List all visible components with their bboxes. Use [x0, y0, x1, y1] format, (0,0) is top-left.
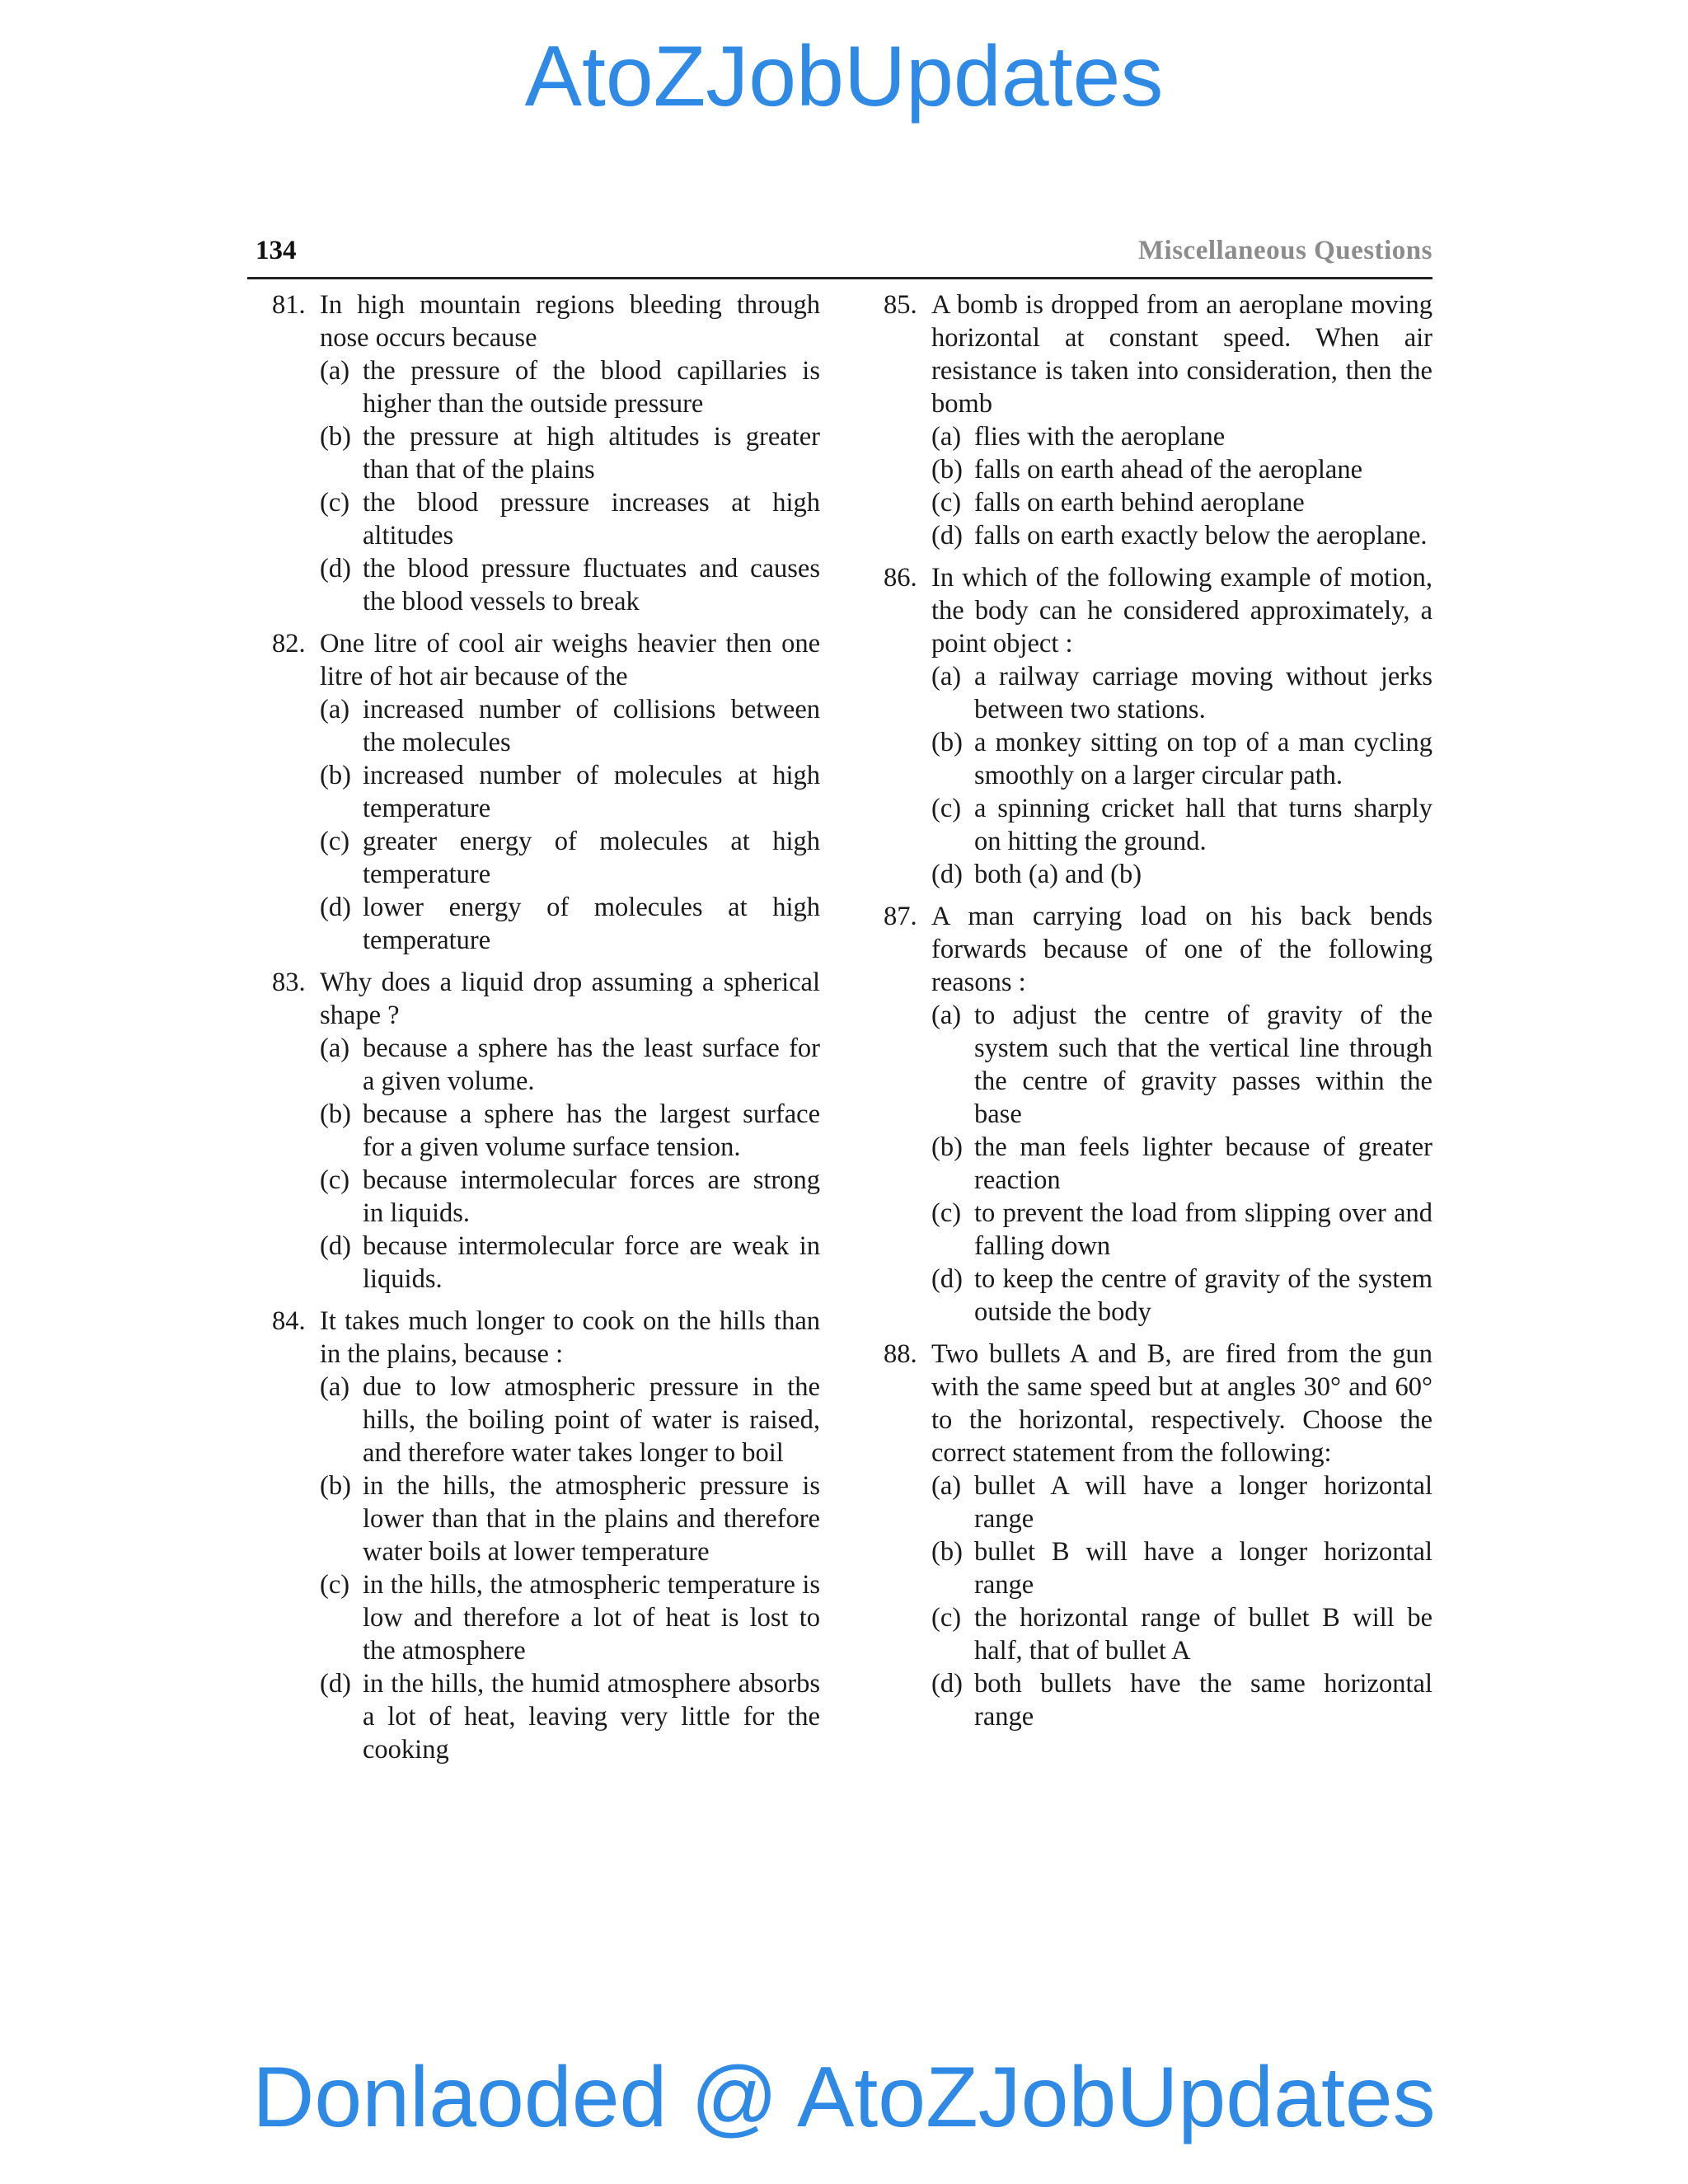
- answer-option: [320, 693, 820, 759]
- option-text: a railway carriage moving without jerks between two stations.: [974, 662, 1432, 724]
- option-label: (c): [320, 827, 350, 856]
- question-text: It takes much longer to cook on the hills than in the plains, because :: [320, 1306, 820, 1369]
- answer-option: [931, 519, 1432, 552]
- option-label: (b): [931, 1537, 963, 1567]
- option-text: increased number of molecules at high temperature: [363, 761, 820, 823]
- question-item: [272, 1305, 820, 1766]
- answer-option: [320, 552, 820, 618]
- option-label: (b): [931, 1132, 963, 1162]
- option-label: (b): [931, 455, 963, 485]
- option-text: the pressure of the blood capillaries is higher than the outside pressure: [363, 356, 820, 419]
- right-column: [884, 288, 1432, 1742]
- option-label: (d): [931, 860, 963, 889]
- option-label: (d): [320, 1669, 351, 1699]
- answer-option: [931, 1601, 1432, 1667]
- option-label: (b): [320, 761, 351, 790]
- question-item: [272, 966, 820, 1296]
- option-text: greater energy of molecules at high temperature: [363, 827, 820, 889]
- option-text: increased number of collisions between the molecules: [363, 695, 820, 757]
- answer-option: [320, 891, 820, 957]
- question-text: In which of the following example of motion, the body can he considered approximately, a point object :: [931, 563, 1432, 658]
- answer-option: [931, 1667, 1432, 1733]
- question-text: Two bullets A and B, are fired from the gun with the same speed but at angles 30° and 60° to the horizontal, respectively. Choose the correct statement from the following:: [931, 1339, 1432, 1468]
- option-text: lower energy of molecules at high temperature: [363, 893, 820, 955]
- watermark-top: AtoZJobUpdates: [524, 29, 1164, 124]
- answer-option: [320, 759, 820, 825]
- option-label: (d): [931, 1669, 963, 1699]
- option-label: (b): [931, 728, 963, 757]
- question-number: 87.: [884, 902, 917, 931]
- answer-option: [931, 1131, 1432, 1197]
- option-text: in the hills, the atmospheric temperature is low and therefore a lot of heat is lost to the atmosphere: [363, 1570, 820, 1666]
- answer-option: [320, 486, 820, 552]
- answer-option: [931, 726, 1432, 792]
- question-text: A man carrying load on his back bends forwards because of one of the following reasons :: [931, 902, 1432, 997]
- option-label: (a): [931, 662, 962, 691]
- option-text: the blood pressure increases at high altitudes: [363, 488, 820, 551]
- option-text: because a sphere has the largest surface for a given volume surface tension.: [363, 1099, 820, 1162]
- option-text: falls on earth ahead of the aeroplane: [974, 455, 1363, 485]
- option-label: (c): [320, 488, 350, 518]
- left-column: [272, 288, 820, 1775]
- answer-option: [931, 1263, 1432, 1329]
- option-text: a monkey sitting on top of a man cycling smoothly on a larger circular path.: [974, 728, 1432, 790]
- answer-option: [931, 792, 1432, 858]
- option-label: (c): [931, 794, 962, 823]
- option-label: (c): [320, 1570, 350, 1600]
- running-title: Miscellaneous Questions: [1137, 236, 1432, 265]
- question-number: 82.: [272, 629, 306, 658]
- question-item: [884, 1338, 1432, 1733]
- option-label: (d): [320, 893, 351, 922]
- question-number: 85.: [884, 290, 917, 320]
- page-header: [251, 233, 1432, 268]
- option-label: (a): [931, 1471, 962, 1501]
- answer-option: [320, 1032, 820, 1098]
- question-number: 84.: [272, 1306, 306, 1336]
- header-rule: [247, 277, 1432, 279]
- question-number: 88.: [884, 1339, 917, 1369]
- option-label: (d): [931, 521, 963, 551]
- answer-option: [931, 999, 1432, 1131]
- option-text: both (a) and (b): [974, 860, 1142, 889]
- option-text: bullet A will have a longer horizontal range: [974, 1471, 1432, 1534]
- option-label: (a): [320, 356, 350, 386]
- question-number: 81.: [272, 290, 306, 320]
- question-item: [272, 288, 820, 618]
- answer-option: [320, 1667, 820, 1766]
- option-label: (a): [320, 695, 350, 724]
- question-item: [884, 561, 1432, 891]
- option-label: (a): [320, 1033, 350, 1063]
- question-text: A bomb is dropped from an aeroplane moving horizontal at constant speed. When air resistance is taken into consideration, then the bomb: [931, 290, 1432, 419]
- answer-option: [320, 825, 820, 891]
- option-text: falls on earth exactly below the aeroplane.: [974, 521, 1428, 551]
- option-text: the man feels lighter because of greater reaction: [974, 1132, 1432, 1195]
- option-text: because a sphere has the least surface for a given volume.: [363, 1033, 820, 1096]
- option-label: (c): [931, 1603, 962, 1633]
- option-text: to adjust the centre of gravity of the system such that the vertical line through the centre of gravity passes within the base: [974, 1001, 1432, 1129]
- answer-option: [320, 1098, 820, 1164]
- answer-option: [931, 453, 1432, 486]
- question-item: [884, 900, 1432, 1329]
- question-number: 83.: [272, 968, 306, 997]
- option-label: (b): [320, 1099, 351, 1129]
- option-text: falls on earth behind aeroplane: [974, 488, 1305, 518]
- option-text: flies with the aeroplane: [974, 422, 1226, 452]
- answer-option: [320, 1568, 820, 1667]
- question-text: One litre of cool air weighs heavier then one litre of hot air because of the: [320, 629, 820, 691]
- answer-option: [931, 1535, 1432, 1601]
- option-text: the blood pressure fluctuates and causes the blood vessels to break: [363, 554, 820, 616]
- watermark-bottom: Donlaoded @ AtoZJobUpdates: [252, 2050, 1436, 2145]
- option-label: (d): [320, 554, 351, 583]
- option-text: the horizontal range of bullet B will be half, that of bullet A: [974, 1603, 1432, 1666]
- answer-option: [931, 1197, 1432, 1263]
- answer-option: [931, 420, 1432, 453]
- question-item: [884, 288, 1432, 552]
- option-text: because intermolecular force are weak in liquids.: [363, 1231, 820, 1294]
- page-number: 134: [256, 236, 297, 265]
- option-label: (b): [320, 1471, 351, 1501]
- question-number: 86.: [884, 563, 917, 593]
- option-label: (b): [320, 422, 351, 452]
- option-text: to keep the centre of gravity of the system outside the body: [974, 1264, 1432, 1327]
- answer-option: [320, 1469, 820, 1568]
- answer-option: [931, 486, 1432, 519]
- option-label: (d): [931, 1264, 963, 1294]
- option-label: (d): [320, 1231, 351, 1261]
- option-text: the pressure at high altitudes is greater than that of the plains: [363, 422, 820, 485]
- answer-option: [320, 1371, 820, 1469]
- option-label: (a): [320, 1372, 350, 1402]
- option-text: in the hills, the humid atmosphere absorbs a lot of heat, leaving very little for the cooking: [363, 1669, 820, 1765]
- option-text: a spinning cricket hall that turns sharply on hitting the ground.: [974, 794, 1432, 856]
- answer-option: [931, 660, 1432, 726]
- answer-option: [320, 1230, 820, 1296]
- option-text: both bullets have the same horizontal range: [974, 1669, 1432, 1732]
- option-label: (c): [931, 488, 962, 518]
- option-label: (c): [931, 1198, 962, 1228]
- question-text: Why does a liquid drop assuming a spherical shape ?: [320, 968, 820, 1030]
- option-text: because intermolecular forces are strong in liquids.: [363, 1165, 820, 1228]
- question-text: In high mountain regions bleeding through nose occurs because: [320, 290, 820, 353]
- answer-option: [931, 858, 1432, 891]
- option-text: to prevent the load from slipping over and falling down: [974, 1198, 1432, 1261]
- option-text: bullet B will have a longer horizontal range: [974, 1537, 1432, 1600]
- answer-option: [320, 420, 820, 486]
- option-label: (c): [320, 1165, 350, 1195]
- option-label: (a): [931, 1001, 962, 1030]
- answer-option: [320, 354, 820, 420]
- option-label: (a): [931, 422, 962, 452]
- answer-option: [931, 1469, 1432, 1535]
- question-item: [272, 627, 820, 957]
- option-text: in the hills, the atmospheric pressure is lower than that in the plains and therefore water boils at lower temperature: [363, 1471, 820, 1567]
- answer-option: [320, 1164, 820, 1230]
- option-text: due to low atmospheric pressure in the hills, the boiling point of water is raised, and therefore water takes longer to boil: [363, 1372, 820, 1468]
